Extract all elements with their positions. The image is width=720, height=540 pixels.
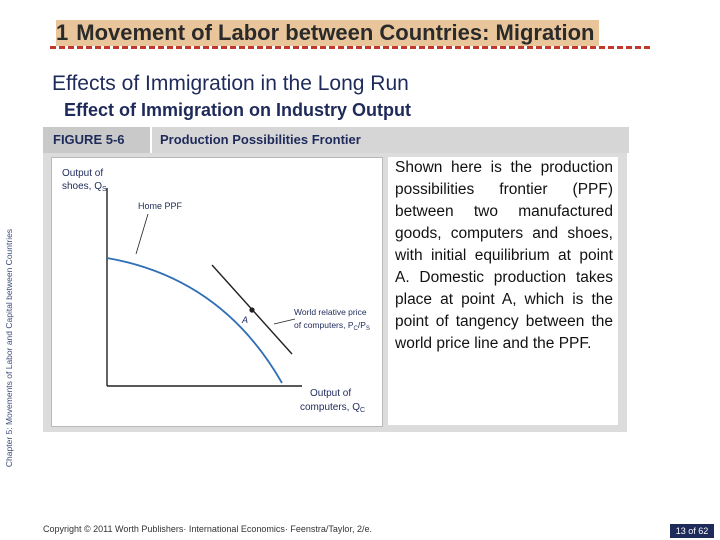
page-number-badge: 13 of 62 (670, 524, 714, 538)
slide-title-label: Movement of Labor between Countries: Migration (76, 20, 595, 45)
slide-title (50, 20, 650, 50)
sub-heading: Effect of Immigration on Industry Output (64, 100, 411, 120)
price-label-line1: World relative price (294, 307, 367, 317)
x-axis-label-line1: Output of (310, 388, 352, 399)
price-label-pointer (274, 319, 295, 324)
price-label-line2: of computers, $P_C/P_S$ (294, 320, 370, 332)
description-box (388, 157, 618, 425)
figure-number: FIGURE 5-6 (53, 132, 125, 147)
x-axis-label-line2: computers, $Q_C$ (300, 402, 366, 414)
y-axis-label-line1: Output of (62, 168, 104, 179)
ppf-label: Home PPF (138, 201, 183, 211)
ppf-label-pointer (136, 214, 148, 254)
section-heading: Effects of Immigration in the Long Run (52, 72, 409, 95)
point-a-label: A (242, 315, 249, 325)
point-a-marker (249, 307, 254, 312)
y-axis-label-line2: shoes, $Q_S$ (62, 181, 107, 193)
figure-title: Production Possibilities Frontier (160, 132, 361, 147)
title-dashed-rule (50, 46, 650, 49)
slide-title-number: 1 (56, 20, 69, 45)
figure-panel (43, 127, 627, 432)
ppf-graph (51, 157, 383, 427)
slide-title-text (56, 20, 599, 46)
copyright-text: Copyright © 2011 Worth Publishers· International Economics· Feenstra/Taylor, 2/e. (43, 524, 372, 534)
description-text: Shown here is the production possibilities frontier (PPF) between two manufactured goods, computers and shoes, with initial equilibrium at point A. Domestic production takes place at point A, which is the point of tangency between the world price line and the PPF. (395, 159, 613, 352)
home-ppf-curve (107, 258, 282, 383)
figure-header-bar (43, 127, 627, 153)
chapter-side-label: Chapter 5: Movements of Labor and Capital between Countries (4, 228, 14, 468)
ppf-graph-svg (52, 158, 382, 426)
figure-title-box (150, 127, 629, 153)
